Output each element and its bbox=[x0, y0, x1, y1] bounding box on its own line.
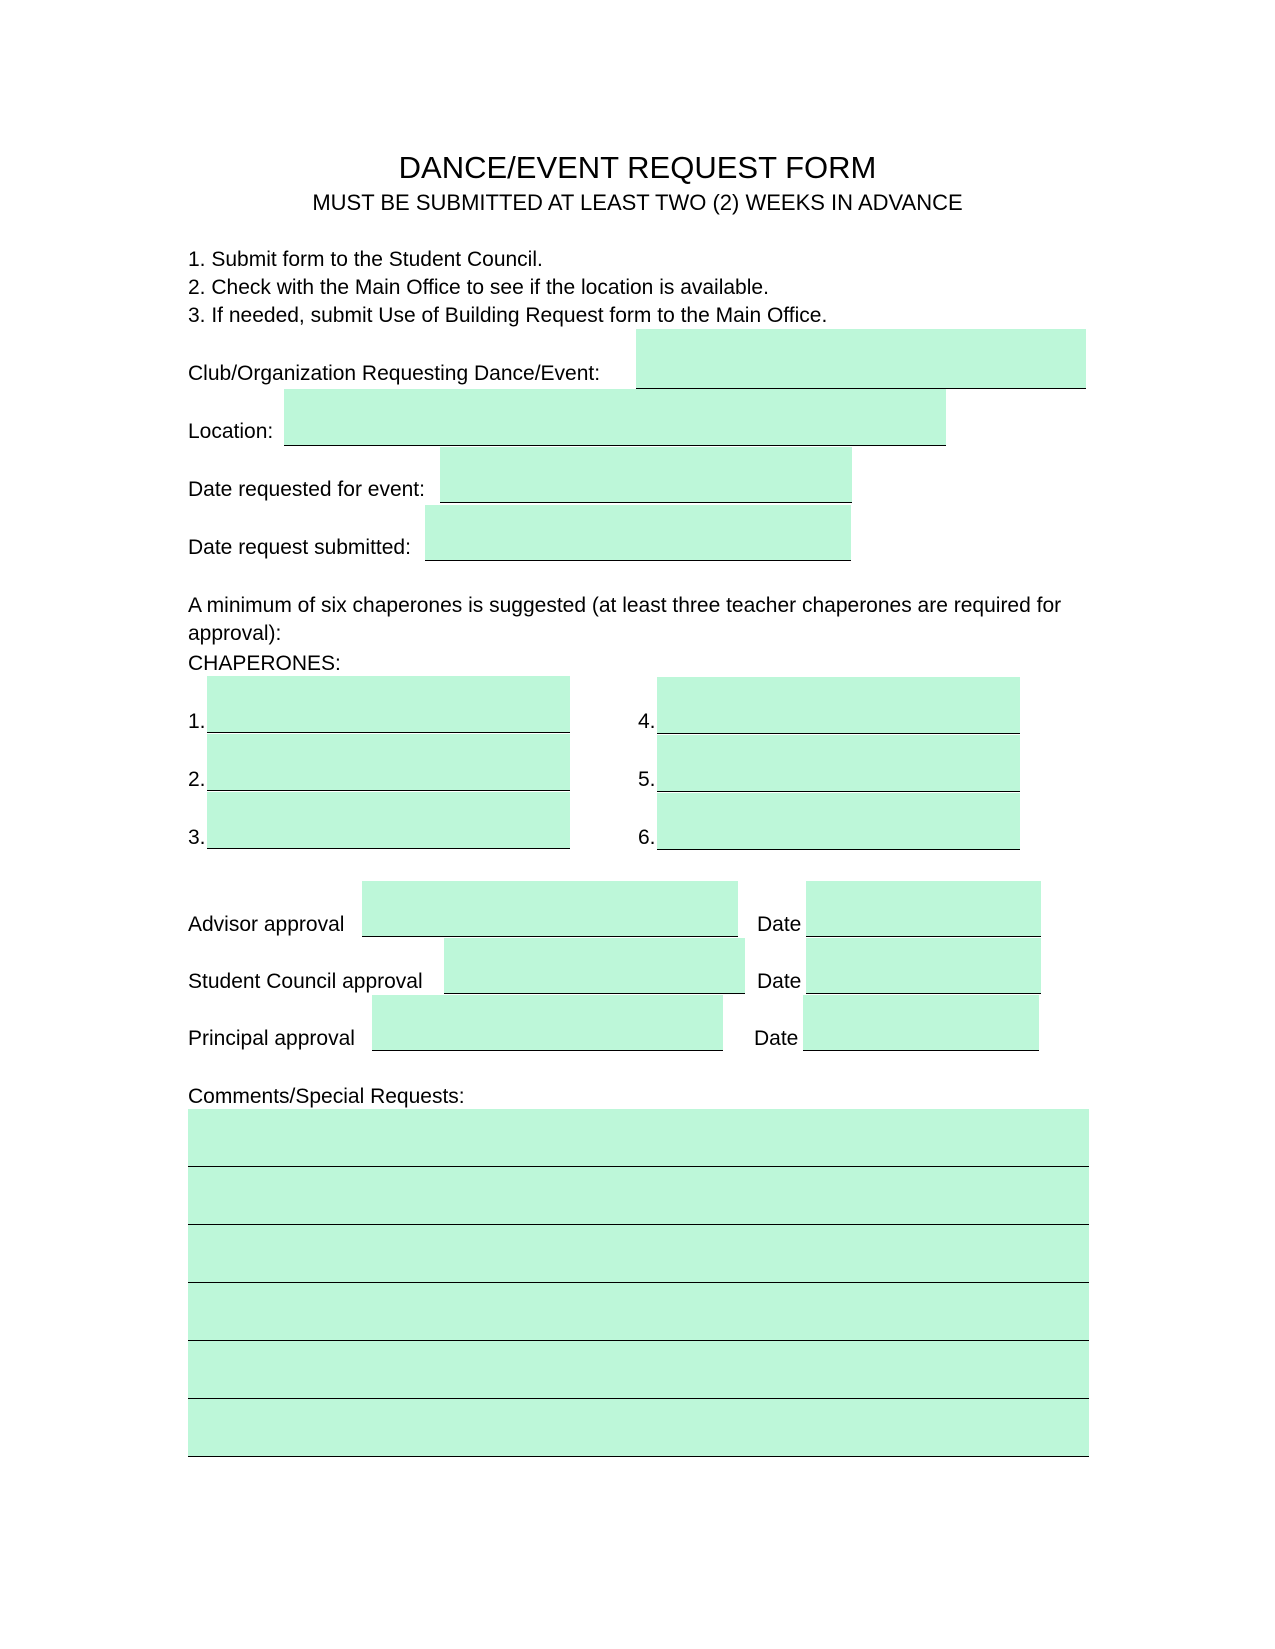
chaperone-6-number: 6. bbox=[638, 826, 656, 849]
principal-date-field[interactable] bbox=[803, 995, 1039, 1051]
instruction-2: 2. Check with the Main Office to see if the location is available. bbox=[188, 276, 769, 299]
chaperones-heading: CHAPERONES: bbox=[188, 652, 341, 675]
comments-line-1[interactable] bbox=[188, 1109, 1089, 1167]
chaperone-2-number: 2. bbox=[188, 768, 206, 791]
student-council-approval-field[interactable] bbox=[444, 938, 745, 994]
comments-label: Comments/Special Requests: bbox=[188, 1085, 465, 1108]
principal-approval-field[interactable] bbox=[372, 995, 723, 1051]
chaperone-2-field[interactable] bbox=[207, 734, 570, 791]
club-field[interactable] bbox=[636, 329, 1086, 389]
chaperone-5-field[interactable] bbox=[657, 735, 1020, 792]
advisor-approval-label: Advisor approval bbox=[188, 913, 345, 936]
student-council-date-field[interactable] bbox=[806, 938, 1041, 994]
comments-line-6[interactable] bbox=[188, 1399, 1089, 1457]
principal-date-label: Date bbox=[754, 1027, 799, 1050]
club-label: Club/Organization Requesting Dance/Event: bbox=[188, 362, 601, 385]
advisor-date-field[interactable] bbox=[806, 881, 1041, 937]
date-submitted-label: Date request submitted: bbox=[188, 536, 411, 559]
location-label: Location: bbox=[188, 420, 274, 443]
comments-line-4[interactable] bbox=[188, 1283, 1089, 1341]
comments-line-5[interactable] bbox=[188, 1341, 1089, 1399]
chaperone-1-number: 1. bbox=[188, 710, 206, 733]
chaperone-5-number: 5. bbox=[638, 768, 656, 791]
advisor-date-label: Date bbox=[757, 913, 802, 936]
chaperone-3-number: 3. bbox=[188, 826, 206, 849]
form-subtitle: MUST BE SUBMITTED AT LEAST TWO (2) WEEKS IN ADVANCE bbox=[312, 190, 963, 215]
advisor-approval-field[interactable] bbox=[362, 881, 738, 937]
principal-approval-label: Principal approval bbox=[188, 1027, 355, 1050]
student-council-approval-label: Student Council approval bbox=[188, 970, 423, 993]
date-event-label: Date requested for event: bbox=[188, 478, 425, 501]
form-title: DANCE/EVENT REQUEST FORM bbox=[398, 150, 877, 185]
student-council-date-label: Date bbox=[757, 970, 802, 993]
instruction-3: 3. If needed, submit Use of Building Request form to the Main Office. bbox=[188, 304, 828, 327]
comments-line-3[interactable] bbox=[188, 1225, 1089, 1283]
instruction-1: 1. Submit form to the Student Council. bbox=[188, 248, 543, 271]
comments-line-2[interactable] bbox=[188, 1167, 1089, 1225]
location-field[interactable] bbox=[284, 389, 946, 446]
chaperone-1-field[interactable] bbox=[207, 676, 570, 733]
chaperone-4-number: 4. bbox=[638, 710, 656, 733]
date-event-field[interactable] bbox=[440, 447, 852, 503]
chaperone-4-field[interactable] bbox=[657, 677, 1020, 734]
chaperone-3-field[interactable] bbox=[207, 792, 570, 849]
chaperone-6-field[interactable] bbox=[657, 793, 1020, 850]
chaperone-note: A minimum of six chaperones is suggested (at least three teacher chaperones are required for approval): bbox=[188, 594, 1062, 645]
date-submitted-field[interactable] bbox=[425, 505, 851, 561]
